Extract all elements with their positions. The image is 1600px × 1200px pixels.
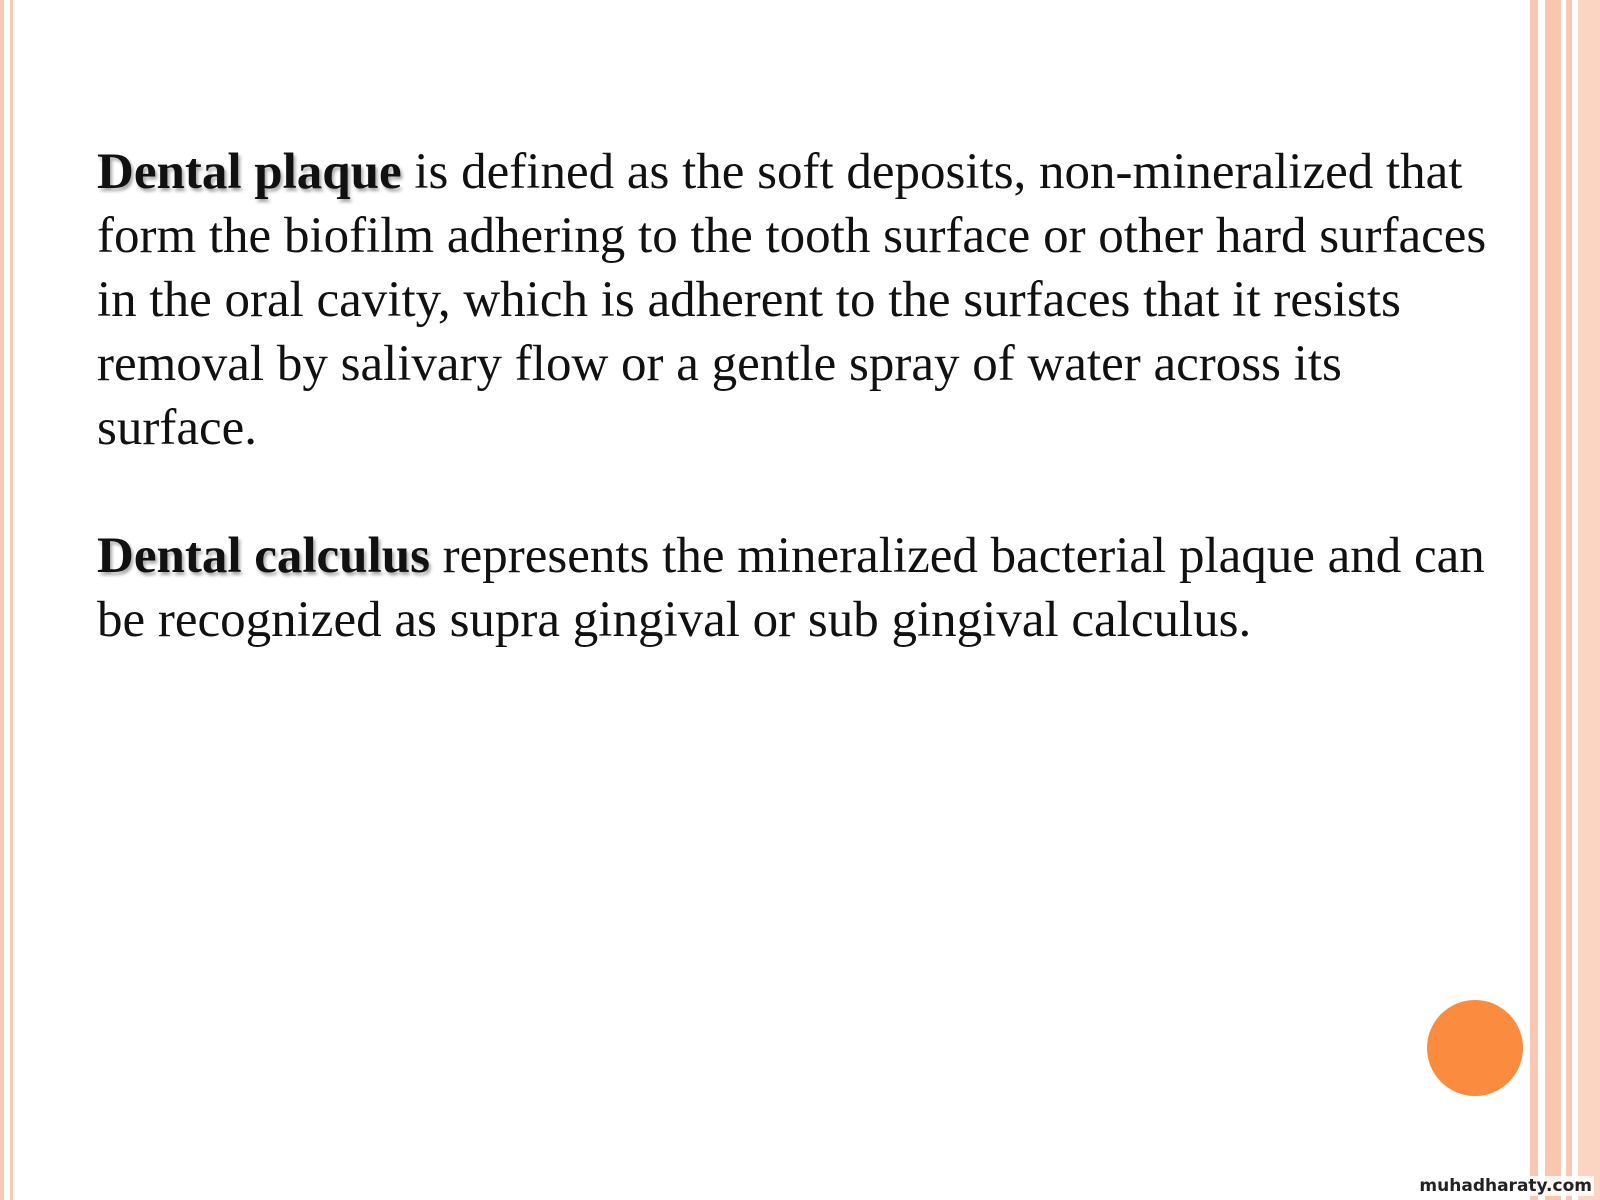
orange-circle-decoration: [1427, 1000, 1523, 1096]
watermark: muhadharaty.com: [1419, 1176, 1592, 1196]
right-border-stripe: [1566, 0, 1572, 1200]
definition-dental-plaque: is defined as the soft deposits, non-mineralized that form the biofilm adhering to the tooth surface or other hard surfaces in the oral cavity, which is adherent to the surfaces that it resists removal by salivary flow or a gentle spray of water across its surface.: [97, 144, 1487, 456]
paragraph-dental-calculus: [97, 524, 1497, 652]
right-border-stripe: [1545, 0, 1561, 1200]
term-dental-calculus: Dental calculus: [97, 528, 430, 584]
slide-body: [97, 140, 1497, 716]
definition-dental-calculus: represents the mineralized bacterial plaque and can be recognized as supra gingival or sub gingival calculus.: [97, 528, 1485, 648]
left-border-stripe: [10, 0, 13, 1200]
paragraph-dental-plaque: [97, 140, 1497, 460]
right-border-stripe: [1578, 0, 1600, 1200]
left-border-stripe: [0, 0, 4, 1200]
term-dental-plaque: Dental plaque: [97, 144, 402, 200]
right-border-stripe: [1530, 0, 1538, 1200]
